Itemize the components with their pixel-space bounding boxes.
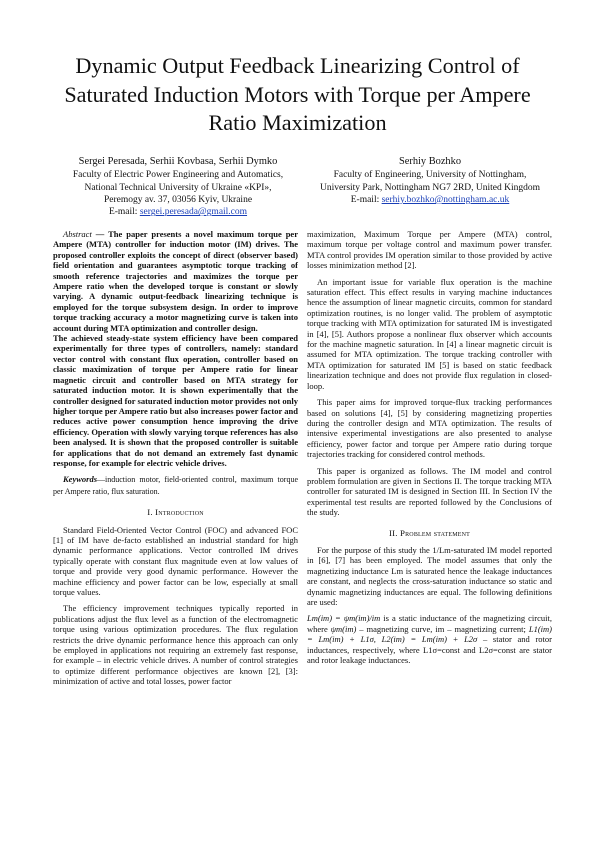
section-heading-problem-statement: II. Problem statement	[388, 527, 471, 538]
author-names: Serhiy Bozhko	[398, 156, 462, 167]
author-block-1	[60, 156, 296, 218]
email-line	[312, 194, 548, 206]
abstract-dash: —	[91, 229, 109, 239]
affiliation-line: National Technical University of Ukraine «KPI»,	[84, 182, 272, 193]
equation-inductances: L1(im) = Lm(im) + L1σ, L2(im) = Lm(im) + L2σ	[307, 623, 552, 645]
abstract-paragraph-2: The achieved steady-state system efficiency have been compared experimentally for three types of controllers, namely: standard vector control with constant flux operation, controller based on classic maximization of torque per Ampere ratio for linear magnetic circuit and controller based on MTA strategy for saturated induction motor. It is shown experimentally that the controller designed for saturated induction motor provides not only higher torque per Ampere ratio but also increases power factor and reduces active power consumption hence improving the drive efficiency. Operation with slowly varying torque references has also been analysed. It is shown that the proposed controller is suitable for applications that do not demand an extremely fast dynamic response, for example for electric vehicle drives.	[53, 333, 298, 468]
affiliation-line: University Park, Nottingham NG7 2RD, United Kingdom	[319, 182, 541, 193]
author-block-2	[312, 156, 548, 206]
email-label: E-mail:	[350, 194, 382, 205]
author-names: Sergei Peresada, Serhii Kovbasa, Serhii Dymko	[78, 156, 278, 167]
body-paragraph: For the purpose of this study the 1/Lm-saturated IM model reported in [6], [7] has been employed. The model assumes that only the magnetizing inductance Lm is saturated hence the leakage inductances are constant, and neglects the cross-saturation inductance so static and dynamic magnetizing inductances are equal. The following definitions are used:	[307, 544, 552, 607]
keywords-text: —induction motor, field-oriented control, maximum torque per Ampere ratio, flux saturation.	[53, 475, 298, 496]
body-paragraph: An important issue for variable flux operation is the machine saturation effect. This effect results in varying machine inductances hence the assumption of linear magnetic circuits, common for standard optimization routines, is no longer valid. The problem of asymptotic torque tracking with MTA optimization for saturated IM is investigated in [4], [5]. Authors propose a nonlinear flux observer which accounts for the machine magnetic saturation. In [4] a linear magnetic circuit is assumed for MTA optimization. The torque tracking controller with MTA optimization for saturated IM [5] is based on static feedback linearization technique and does not provide flux regulation in closed-loop.	[307, 276, 552, 391]
body-paragraph: This paper is organized as follows. The IM model and control problem formulation are given in Sections II. The torque tracking MTA controller for saturated IM is designed in Section III. In Section IV the experimental test results are reported followed by the Conclusions of the study.	[307, 465, 552, 518]
keywords-label: Keywords	[63, 474, 97, 485]
email-label: E-mail:	[108, 207, 140, 218]
equation-static-inductance: Lm(im) = ψm(im)/im	[307, 613, 381, 624]
affiliation-line: Faculty of Electric Power Engineering and Automatics,	[72, 170, 284, 181]
body-paragraph: maximization, Maximum Torque per Ampere (MTA) control, maximum torque per voltage control and maximum power transfer. MTA control provides IM operation similar to those provided by active losses minimization method [2].	[307, 229, 552, 271]
keywords-paragraph	[53, 474, 298, 497]
definitions-paragraph	[307, 613, 552, 665]
abstract-text: The paper presents a novel maximum torque per Ampere (MTA) controller for induction motor (IM) drives. The proposed controller exploits the concept of direct (observer based) field orientation and guarantees asymptotic torque tracking of smooth reference trajectories and maximizes the torque per Ampere ratio when the developed torque is constant or slowly varying. A dynamic output-feedback linearizing technique is employed for the torque subsystem design. In order to improve torque tracking accuracy a motor magnetizing curve is taken into account during MTA optimization and controller design.	[53, 229, 298, 333]
paper-title: Dynamic Output Feedback Linearizing Control of Saturated Induction Motors with Torque per Ampere Ratio Maximization	[64, 53, 531, 136]
email-line	[60, 206, 296, 218]
body-paragraph: This paper aims for improved torque-flux tracking performances based on solutions [4], [5] by considering magnetizing properties during the controller design and MTA optimization. The results of intensive experimental investigations are also presented to analyse efficiency, power factor and torque per Ampere ratio during torque trajectories tracking for considered control methods.	[307, 397, 552, 460]
right-column	[307, 229, 552, 671]
left-column	[53, 229, 298, 693]
email-link[interactable]: serhiy.bozhko@nottingham.ac.uk	[381, 194, 510, 205]
body-paragraph: The efficiency improvement techniques typically reported in publications adjust the flux level as a function of the electromagnetic torque using various optimization procedures. The flux regulation restricts the drive dynamic performance hence this approach can only be employed in applications not requiring an extremely fast response, for example – in electric vehicle drives. A number of control strategies to optimize different performance objectives are known [2], [3]: minimization of active and total losses, power factor	[53, 603, 298, 687]
definition-text: is a static inductance of the magnetizing circuit, where	[307, 613, 552, 634]
abstract-paragraph	[53, 229, 298, 333]
section-heading-introduction: I. Introduction	[147, 507, 204, 518]
equation-magnetizing-curve: ψm(im)	[330, 623, 357, 634]
definition-text: – magnetizing curve, im – magnetizing current;	[356, 623, 529, 634]
definition-text: – stator and rotor inductances, respectively, where L1σ=const and L2σ=const are stator and rotor leakage inductances.	[307, 634, 552, 666]
affiliation-line: Peremogy av. 37, 03056 Kyiv, Ukraine	[103, 194, 253, 205]
abstract-label: Abstract	[63, 229, 92, 239]
body-paragraph: Standard Field-Oriented Vector Control (FOC) and advanced FOC [1] of IM have de-facto established an industrial standard for high dynamic performance applications. Vector controlled IM drives typically operate with constant flux magnitude even at low values of torque and provide very good dynamic performance. However the machine efficiency and power factor can be low, especially at small torque values.	[53, 524, 298, 597]
affiliation-line: Faculty of Engineering, University of Nottingham,	[333, 170, 527, 181]
email-link[interactable]: sergei.peresada@gmail.com	[139, 207, 248, 218]
